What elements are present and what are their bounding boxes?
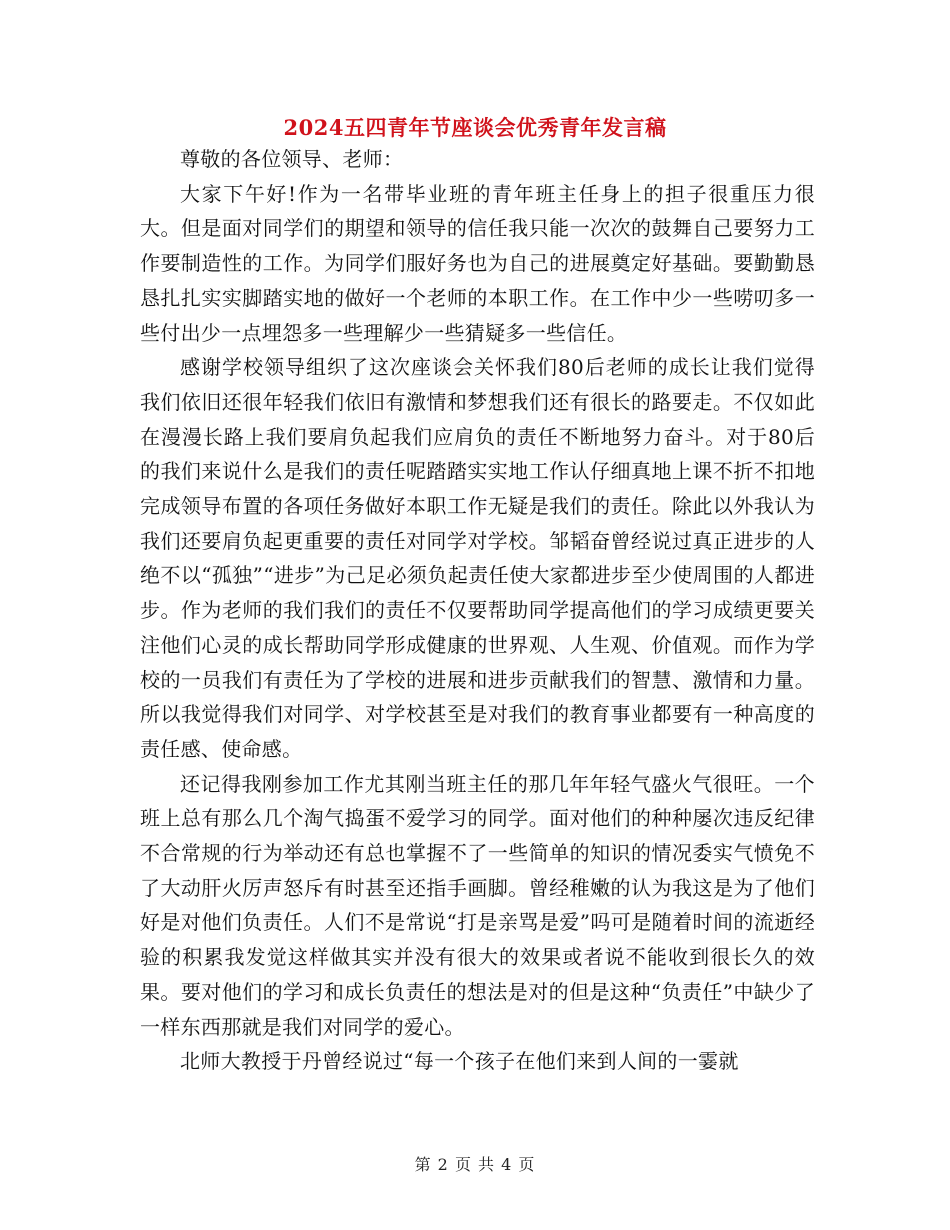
body-paragraph: 还记得我刚参加工作尤其刚当班主任的那几年年轻气盛火气很旺。一个班上总有那么几个淘气捣蛋不爱学习的同学。面对他们的种种屡次违反纪律不合常规的行为举动还有总也掌握不了一些简单的知识的情况委实气愤免不了大动肝火厉声怒斥有时甚至还指手画脚。曾经稚嫩的认为我这是为了他们好是对他们负责任。人们不是常说“打是亲骂是爱”吗可是随着时间的流逝经验的积累我发觉这样做其实并没有很大的效果或者说不能收到很长久的效果。要对他们的学习和成长负责任的想法是对的但是这种“负责任”中缺少了一样东西那就是我们对同学的爱心。 [140, 771, 815, 1039]
salutation-paragraph: 尊敬的各位领导、老师： [180, 147, 404, 171]
body-paragraph: 北师大教授于丹曾经说过“每一个孩子在他们来到人间的一霎就 [180, 1049, 739, 1074]
body-paragraph: 大家下午好!作为一名带毕业班的青年班主任身上的担子很重压力很大。但是面对同学们的期望和领导的信任我只能一次次的鼓舞自己要努力工作要制造性的工作。为同学们服好务也为自己的进展奠定好基础。要勤勤恳恳扎扎实实脚踏实地的做好一个老师的本职工作。在工作中少一些唠叨多一些付出少一点埋怨多一些理解少一些猜疑多一些信任。 [140, 181, 815, 345]
document-body [140, 142, 815, 1079]
page-number-footer: 第 2 页 共 4 页 [414, 1155, 536, 1174]
document-title: 2024五四青年节座谈会优秀青年发言稿 [283, 115, 667, 140]
body-paragraph: 感谢学校领导组织了这次座谈会关怀我们80后老师的成长让我们觉得我们依旧还很年轻我们依旧有激情和梦想我们还有很长的路要走。不仅如此在漫漫长路上我们要肩负起我们应肩负的责任不断地努力奋斗。对于80后的我们来说什么是我们的责任呢踏踏实实地工作认仔细真地上课不折不扣地完成领导布置的各项任务做好本职工作无疑是我们的责任。除此以外我认为我们还要肩负起更重要的责任对同学对学校。邹韬奋曾经说过真正进步的人绝不以“孤独”“进步”为己足必须负起责任使大家都进步至少使周围的人都进步。作为老师的我们我们的责任不仅要帮助同学提高他们的学习成绩更要关注他们心灵的成长帮助同学形成健康的世界观、人生观、价值观。而作为学校的一员我们有责任为了学校的进展和进步贡献我们的智慧、激情和力量。所以我觉得我们对同学、对学校甚至是对我们的教育事业都要有一种高度的责任感、使命感。 [140, 355, 815, 761]
